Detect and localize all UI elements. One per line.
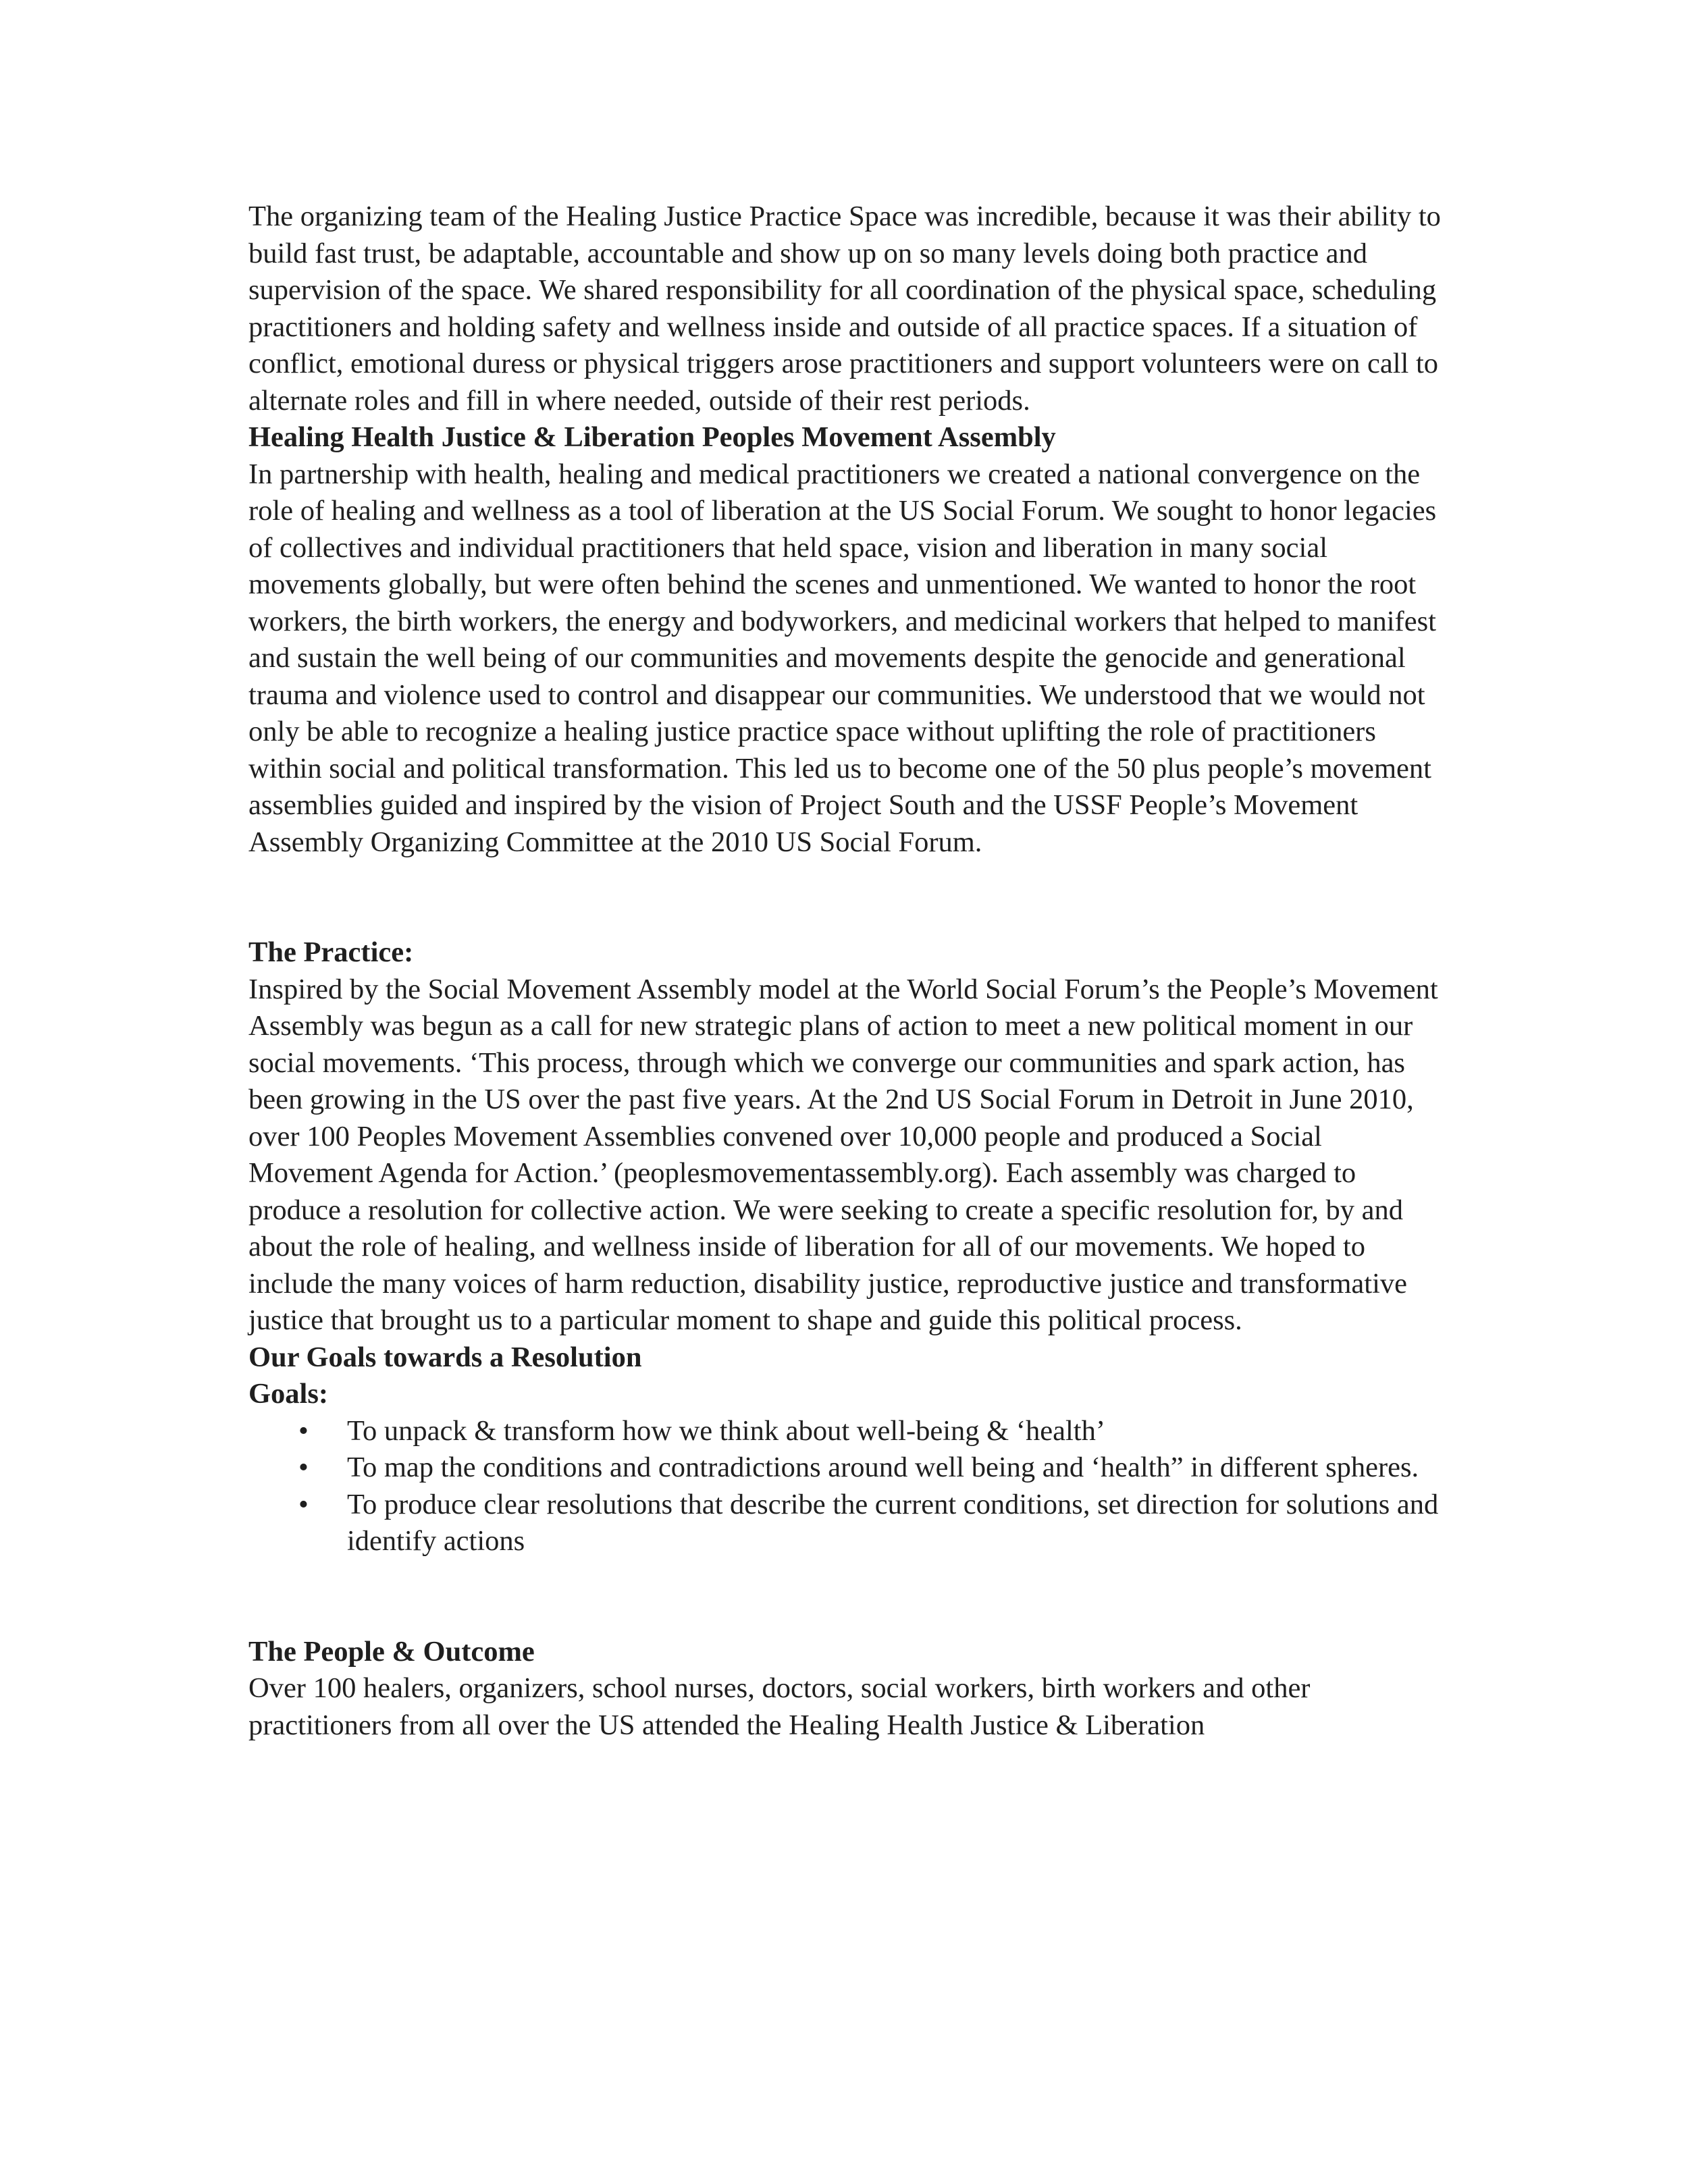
bullet-icon: • bbox=[298, 1488, 309, 1520]
goal-text: To map the conditions and contradictions around well being and ‘health” in different spheres. bbox=[347, 1451, 1419, 1483]
goals-subheading: Goals: bbox=[248, 1378, 329, 1410]
list-item bbox=[248, 1487, 1444, 1560]
people-paragraph: Over 100 healers, organizers, school nurses, doctors, social workers, birth workers and other practitioners from all over the US attended the Healing Health Justice & Liberation bbox=[248, 1672, 1311, 1741]
section-spacer bbox=[248, 1560, 1444, 1634]
list-item bbox=[248, 1449, 1444, 1487]
goal-text: To unpack & transform how we think about well-being & ‘health’ bbox=[347, 1414, 1105, 1447]
assembly-heading: Healing Health Justice & Liberation Peoples Movement Assembly bbox=[248, 421, 1056, 453]
assembly-paragraph: In partnership with health, healing and medical practitioners we created a national convergence on the role of healing and wellness as a tool of liberation at the US Social Forum. We sought to honor legacies of collectives and individual practitioners that held space, vision and liberation in many social movements globally, but were often behind the scenes and unmentioned. We wanted to honor the root workers, the birth workers, the energy and bodyworkers, and medicinal workers that helped to manifest and sustain the well being of our communities and movements despite the genocide and generational trauma and violence used to control and disappear our communities. We understood that we would not only be able to recognize a healing justice practice space without uplifting the role of practitioners within social and political transformation. This led us to become one of the 50 plus people’s movement assemblies guided and inspired by the vision of Project South and the USSF People’s Movement Assembly Organizing Committee at the 2010 US Social Forum. bbox=[248, 458, 1437, 858]
goals-list bbox=[248, 1413, 1444, 1560]
list-item bbox=[248, 1413, 1444, 1450]
intro-paragraph: The organizing team of the Healing Justice Practice Space was incredible, because it was their ability to build fast trust, be adaptable, accountable and show up on so many levels doing both practice and supervision of the space. We shared responsibility for all coordination of the physical space, scheduling practitioners and holding safety and wellness inside and outside of all practice spaces. If a situation of conflict, emotional duress or physical triggers arose practitioners and support volunteers were on call to alternate roles and fill in where needed, outside of their rest periods. bbox=[248, 201, 1441, 417]
practice-heading: The Practice: bbox=[248, 936, 414, 968]
practice-paragraph: Inspired by the Social Movement Assembly model at the World Social Forum’s the People’s Movement Assembly was begun as a call for new strategic plans of action to meet a new political moment in our social movements. ‘This process, through which we converge our communities and spark action, has been growing in the US over the past five years. At the 2nd US Social Forum in Detroit in June 2010, over 100 Peoples Movement Assemblies convened over 10,000 people and produced a Social Movement Agenda for Action.’ (peoplesmovementassembly.org). Each assembly was charged to produce a resolution for collective action. We were seeking to create a specific resolution for, by and about the role of healing, and wellness inside of liberation for all of our movements. We hoped to include the many voices of harm reduction, disability justice, reproductive justice and transformative justice that brought us to a particular moment to shape and guide this political process. bbox=[248, 973, 1438, 1336]
document-page bbox=[248, 198, 1444, 1744]
section-spacer bbox=[248, 861, 1444, 934]
goal-text: To produce clear resolutions that describe the current conditions, set direction for solutions and identify actions bbox=[347, 1488, 1439, 1557]
goals-heading: Our Goals towards a Resolution bbox=[248, 1341, 642, 1373]
bullet-icon: • bbox=[298, 1451, 309, 1483]
bullet-icon: • bbox=[298, 1414, 309, 1447]
people-heading: The People & Outcome bbox=[248, 1635, 535, 1668]
